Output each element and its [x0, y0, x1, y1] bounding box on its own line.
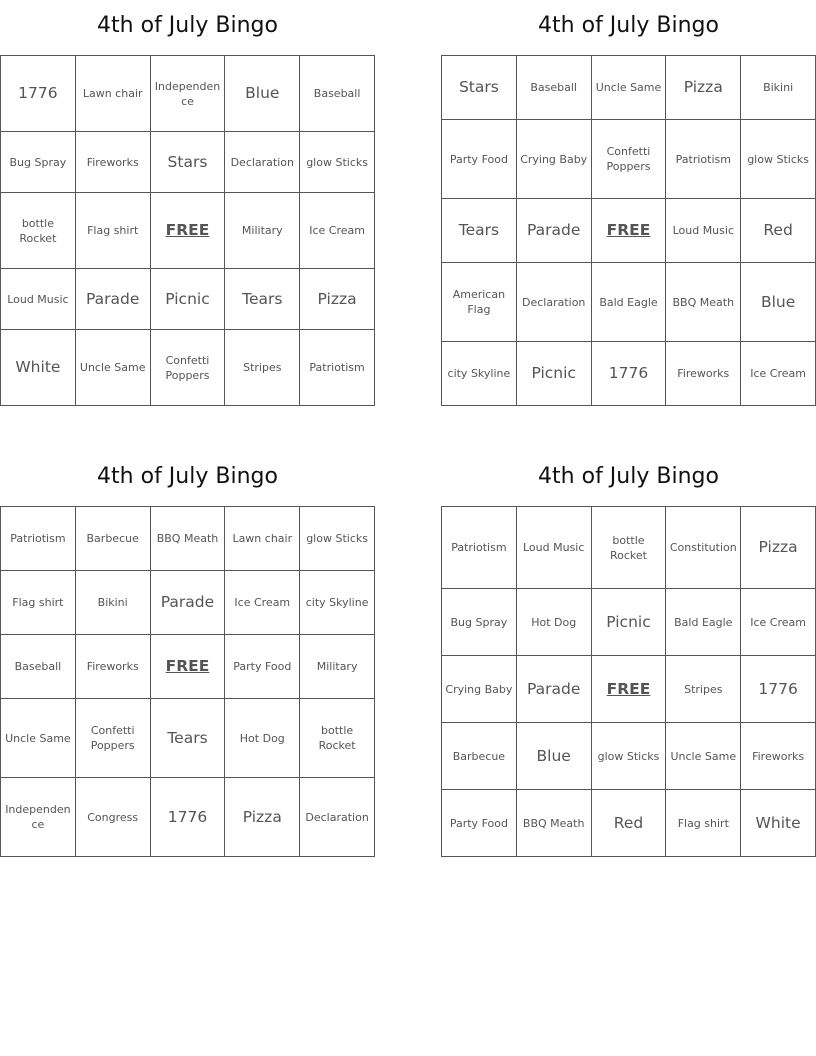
bingo-cell: Declaration	[517, 263, 592, 342]
free-space-cell: FREE	[592, 656, 667, 723]
bingo-cell: Hot Dog	[517, 589, 592, 656]
bingo-cell: Baseball	[300, 56, 375, 132]
card-title: 4th of July Bingo	[97, 464, 278, 489]
bingo-cell: Bug Spray	[1, 132, 76, 193]
bingo-cell: 1776	[741, 656, 816, 723]
bingo-cell: glow Sticks	[741, 120, 816, 199]
bingo-cell: Pizza	[666, 56, 741, 120]
bingo-cell: glow Sticks	[300, 507, 375, 571]
bingo-cell: Parade	[76, 269, 151, 330]
bingo-cell: Declaration	[225, 132, 300, 193]
bingo-cell: Crying Baby	[442, 656, 517, 723]
bingo-cell: Independence	[1, 778, 76, 857]
bingo-cell: White	[741, 790, 816, 857]
bingo-cell: Ice Cream	[225, 571, 300, 635]
bingo-cell: Uncle Same	[1, 699, 76, 778]
bingo-cell: Tears	[225, 269, 300, 330]
bingo-cell: Barbecue	[76, 507, 151, 571]
bingo-cell: Bald Eagle	[592, 263, 667, 342]
bingo-grid	[0, 55, 375, 406]
bingo-cell: Blue	[517, 723, 592, 790]
bingo-cell: Patriotism	[666, 120, 741, 199]
bingo-cell: 1776	[151, 778, 226, 857]
bingo-cell: Baseball	[1, 635, 76, 699]
bingo-cell: city Skyline	[300, 571, 375, 635]
bingo-cell: glow Sticks	[300, 132, 375, 193]
bingo-cell: Blue	[741, 263, 816, 342]
bingo-cell: Tears	[151, 699, 226, 778]
bingo-cell: bottle Rocket	[1, 193, 76, 269]
bingo-cell: Constitution	[666, 507, 741, 589]
bingo-cell: Military	[300, 635, 375, 699]
bingo-cell: 1776	[1, 56, 76, 132]
bingo-grid	[0, 506, 375, 857]
bingo-cell: Loud Music	[666, 199, 741, 263]
card-title: 4th of July Bingo	[538, 13, 719, 38]
bingo-cell: city Skyline	[442, 342, 517, 406]
bingo-cell: Flag shirt	[666, 790, 741, 857]
free-space-cell: FREE	[151, 635, 226, 699]
bingo-cell: Red	[741, 199, 816, 263]
bingo-cell: Tears	[442, 199, 517, 263]
bingo-cell: Ice Cream	[300, 193, 375, 269]
bingo-cell: Parade	[517, 656, 592, 723]
bingo-cell: Blue	[225, 56, 300, 132]
bingo-card-1	[0, 0, 375, 406]
bingo-cell: Military	[225, 193, 300, 269]
bingo-cell: BBQ Meath	[517, 790, 592, 857]
bingo-cell: Patriotism	[300, 330, 375, 406]
free-space-cell: FREE	[592, 199, 667, 263]
bingo-cell: Independence	[151, 56, 226, 132]
bingo-cell: Loud Music	[1, 269, 76, 330]
bingo-cell: Baseball	[517, 56, 592, 120]
bingo-cell: glow Sticks	[592, 723, 667, 790]
bingo-cell: Stripes	[666, 656, 741, 723]
bingo-cell: Picnic	[592, 589, 667, 656]
bingo-cell: Party Food	[442, 120, 517, 199]
bingo-cell: Pizza	[300, 269, 375, 330]
bingo-cell: Congress	[76, 778, 151, 857]
bingo-cell: Lawn chair	[76, 56, 151, 132]
bingo-card-3	[0, 451, 375, 857]
bingo-cell: Barbecue	[442, 723, 517, 790]
bingo-cell: American Flag	[442, 263, 517, 342]
bingo-cell: Red	[592, 790, 667, 857]
bingo-cell: Crying Baby	[517, 120, 592, 199]
bingo-cell: BBQ Meath	[666, 263, 741, 342]
bingo-cell: White	[1, 330, 76, 406]
bingo-cell: Stripes	[225, 330, 300, 406]
bingo-cell: bottle Rocket	[592, 507, 667, 589]
card-title: 4th of July Bingo	[97, 13, 278, 38]
card-title: 4th of July Bingo	[538, 464, 719, 489]
bingo-cell: Parade	[151, 571, 226, 635]
bingo-cell: Fireworks	[741, 723, 816, 790]
bingo-cell: Bikini	[76, 571, 151, 635]
bingo-cell: Uncle Same	[76, 330, 151, 406]
bingo-cell: Stars	[442, 56, 517, 120]
bingo-cell: bottle Rocket	[300, 699, 375, 778]
bingo-cell: Stars	[151, 132, 226, 193]
bingo-cell: Confetti Poppers	[76, 699, 151, 778]
bingo-cell: Uncle Same	[666, 723, 741, 790]
bingo-cell: Fireworks	[76, 132, 151, 193]
bingo-cell: Fireworks	[666, 342, 741, 406]
bingo-cell: 1776	[592, 342, 667, 406]
bingo-cell: Hot Dog	[225, 699, 300, 778]
bingo-cell: Lawn chair	[225, 507, 300, 571]
bingo-grid	[441, 506, 816, 857]
bingo-card-2	[441, 0, 816, 406]
bingo-cell: Ice Cream	[741, 342, 816, 406]
bingo-cell: Picnic	[517, 342, 592, 406]
bingo-cell: Fireworks	[76, 635, 151, 699]
bingo-cell: Flag shirt	[76, 193, 151, 269]
bingo-cell: Parade	[517, 199, 592, 263]
bingo-cell: Picnic	[151, 269, 226, 330]
bingo-cell: Declaration	[300, 778, 375, 857]
bingo-cell: Confetti Poppers	[592, 120, 667, 199]
bingo-cell: Party Food	[225, 635, 300, 699]
free-space-cell: FREE	[151, 193, 226, 269]
bingo-cell: Ice Cream	[741, 589, 816, 656]
bingo-cell: Bikini	[741, 56, 816, 120]
bingo-cell: Flag shirt	[1, 571, 76, 635]
bingo-cell: Bald Eagle	[666, 589, 741, 656]
bingo-cell: Loud Music	[517, 507, 592, 589]
bingo-cell: Patriotism	[442, 507, 517, 589]
bingo-card-4	[441, 451, 816, 857]
bingo-cell: Party Food	[442, 790, 517, 857]
bingo-cell: Uncle Same	[592, 56, 667, 120]
bingo-cell: Pizza	[225, 778, 300, 857]
bingo-cell: BBQ Meath	[151, 507, 226, 571]
bingo-cell: Confetti Poppers	[151, 330, 226, 406]
bingo-cell: Bug Spray	[442, 589, 517, 656]
bingo-cell: Pizza	[741, 507, 816, 589]
bingo-grid	[441, 55, 816, 406]
bingo-cell: Patriotism	[1, 507, 76, 571]
